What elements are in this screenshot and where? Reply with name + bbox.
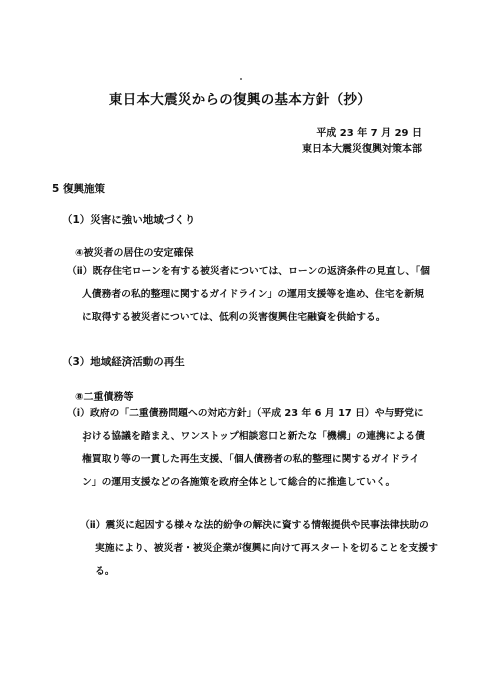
paragraph-line: 権買取り等の一貫した再生支援、「個人債務者の私的整理に関するガイドライ bbox=[82, 454, 420, 465]
date-block bbox=[302, 126, 422, 158]
paragraph-line: る。 bbox=[95, 566, 115, 577]
subsection-heading: （3）地域経済活動の再生 bbox=[62, 356, 185, 368]
paragraph-line: 人債務者の私的整理に関するガイドライン」の運用支援等を進め、住宅を新規 bbox=[82, 289, 424, 300]
document-date: 平成 23 年 7 月 29 日 bbox=[316, 128, 422, 139]
scan-speck bbox=[240, 78, 242, 80]
item-heading: ④被災者の居住の安定確保 bbox=[75, 248, 194, 259]
paragraph bbox=[67, 260, 430, 329]
document-title: 東日本大震災からの復興の基本方針（抄） bbox=[108, 92, 372, 108]
paragraph-line: （ⅱ）既存住宅ローンを有する被災者については、ローンの返済条件の見直し、「個 bbox=[67, 266, 430, 277]
paragraph bbox=[80, 514, 438, 583]
paragraph-line: に取得する被災者については、低利の災害復興住宅融資を供給する。 bbox=[82, 312, 386, 323]
item-heading: ⑧二重債務等 bbox=[75, 392, 134, 403]
document-issuer: 東日本大震災復興対策本部 bbox=[302, 144, 422, 155]
paragraph-line: （ⅰ）政府の「二重債務問題への対応方針」（平成 23 年 6 月 17 日）や与野党に bbox=[67, 408, 424, 419]
section-heading: 5 復興施策 bbox=[52, 183, 105, 195]
subsection-heading: （1）災害に強い地域づくり bbox=[62, 214, 196, 226]
paragraph-line: ン」の運用支援などの各施策を政府全体として総合的に推進していく。 bbox=[82, 477, 396, 488]
paragraph bbox=[67, 402, 425, 494]
paragraph-line: 実施により、被災者・被災企業が復興に向けて再スタートを切ることを支援す bbox=[95, 543, 438, 554]
paragraph-line: （ⅱ）震災に起因する様々な法的紛争の解決に資する情報提供や民事法律扶助の bbox=[80, 520, 429, 531]
paragraph-line: おける協議を踏まえ、ワンストップ相談窓口と新たな「機構」の連携による債 bbox=[82, 431, 425, 442]
